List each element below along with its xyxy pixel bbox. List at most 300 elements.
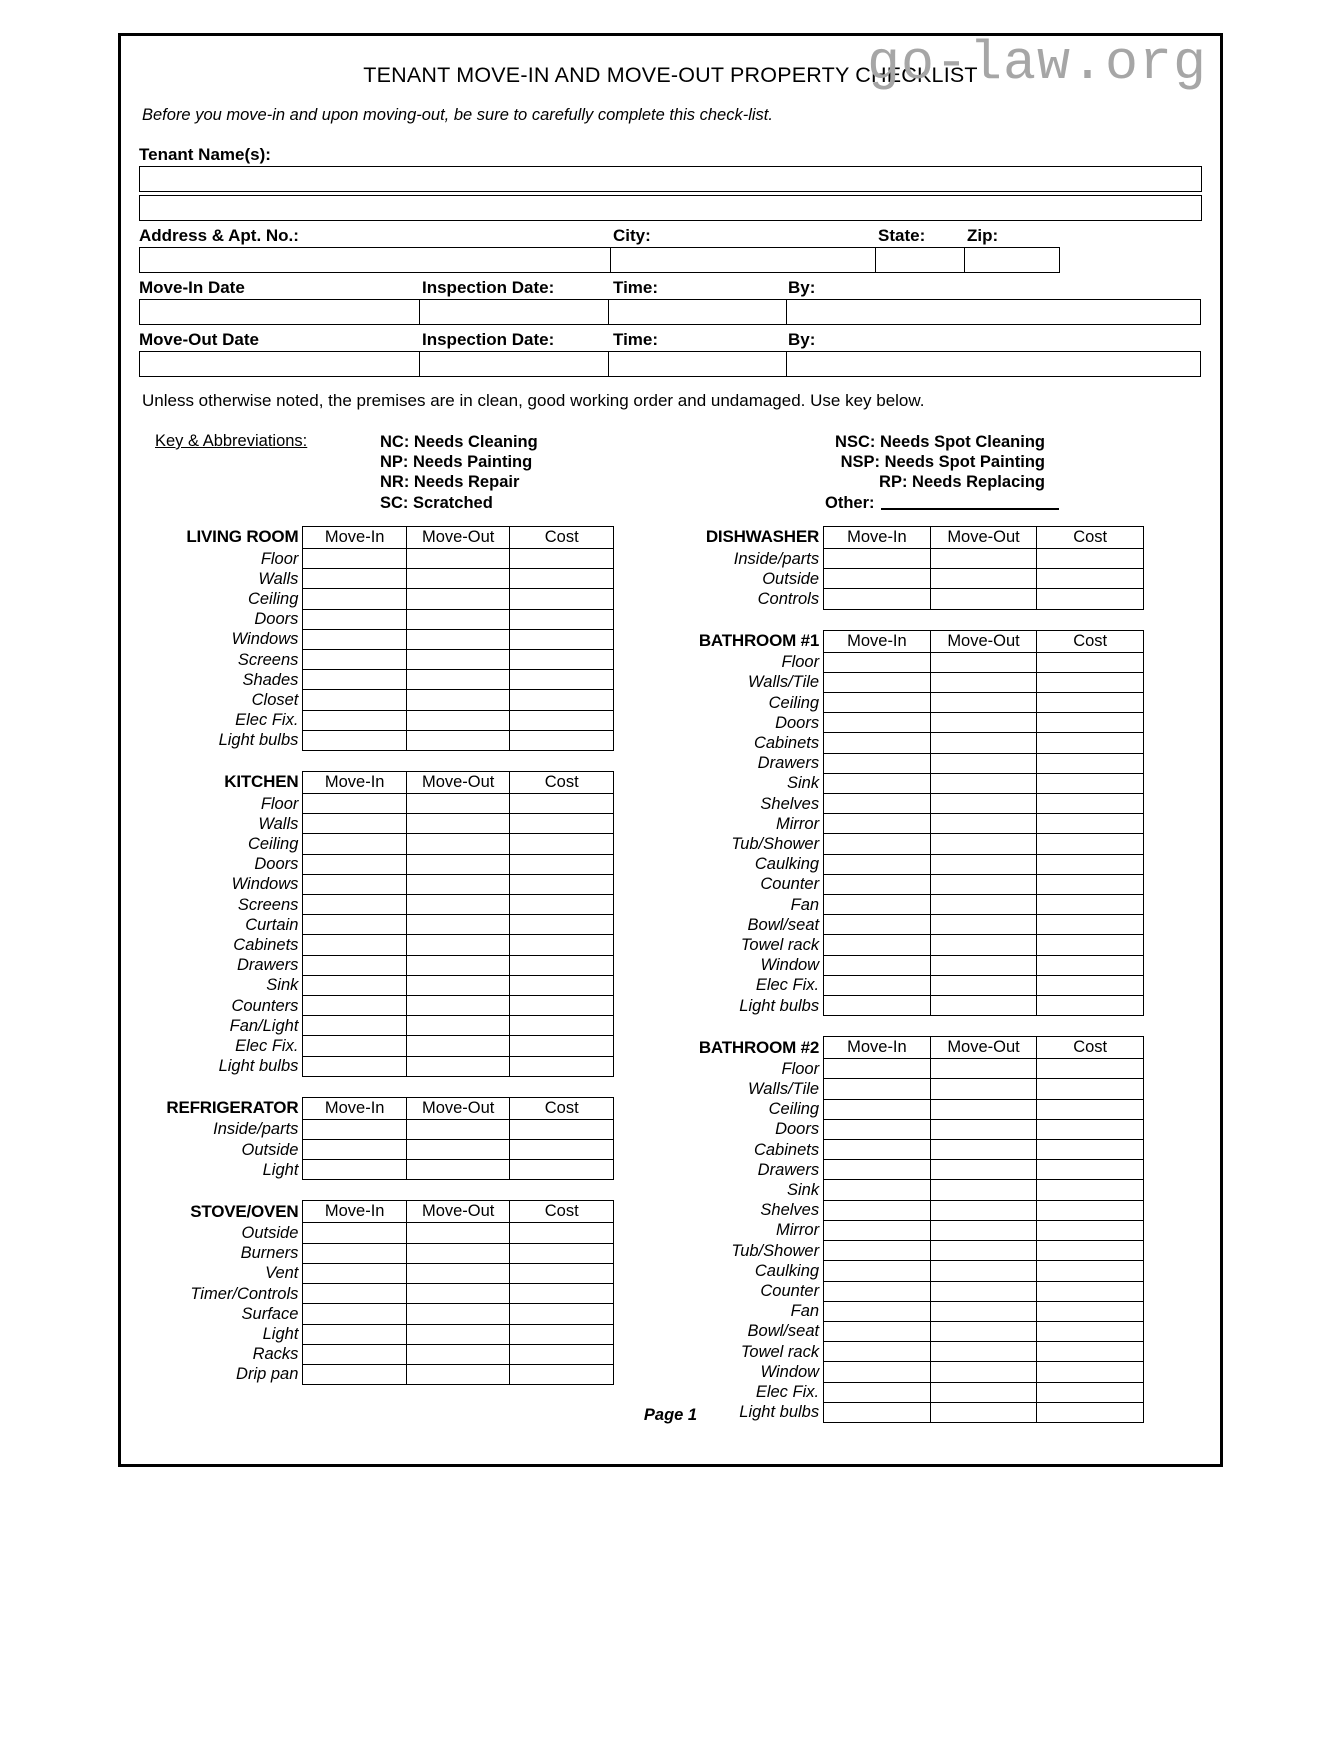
table-row [621,1059,1144,1079]
cell-move-in[interactable] [303,569,407,589]
table-row [139,814,614,834]
cell-move-out[interactable] [406,569,510,589]
cell-move-in[interactable] [824,589,931,609]
key-other-label: Other: [825,493,875,512]
table-header-row [621,527,1144,549]
row-label: Surface [241,1304,299,1323]
cell-cost[interactable] [1037,753,1144,773]
cell-move-in[interactable] [303,794,407,814]
cell-move-out[interactable] [406,609,510,629]
table-row [139,569,614,589]
cell-move-in[interactable] [303,730,407,750]
cell-move-out[interactable] [406,895,510,915]
cell-cost[interactable] [510,834,614,854]
cell-cost[interactable] [1037,693,1144,713]
cell-cost[interactable] [1037,672,1144,692]
cell-move-out[interactable] [930,1281,1037,1301]
column-header-move-out: Move-Out [406,527,510,549]
cell-cost[interactable] [1037,1180,1144,1200]
cell-cost[interactable] [1037,1342,1144,1362]
cell-cost[interactable] [1037,955,1144,975]
cell-move-in[interactable] [824,733,931,753]
city-label: City: [613,226,651,245]
cell-move-out[interactable] [406,1304,510,1324]
cell-move-out[interactable] [406,670,510,690]
cell-move-out[interactable] [406,629,510,649]
cell-move-out[interactable] [930,1382,1037,1402]
cell-move-in[interactable] [824,1079,931,1099]
table-row [139,1160,614,1180]
cell-move-out[interactable] [406,834,510,854]
cell-move-in[interactable] [303,609,407,629]
zip-field[interactable] [964,247,1060,273]
cell-move-in[interactable] [824,1220,931,1240]
cell-cost[interactable] [1037,1241,1144,1261]
cell-move-out[interactable] [930,1180,1037,1200]
cell-cost[interactable] [510,794,614,814]
cell-move-out[interactable] [406,1223,510,1243]
row-label: Racks [252,1345,299,1364]
cell-cost[interactable] [1037,834,1144,854]
cell-move-in[interactable] [824,874,931,894]
cell-move-out[interactable] [930,589,1037,609]
cell-cost[interactable] [510,589,614,609]
cell-move-in[interactable] [303,975,407,995]
cell-move-out[interactable] [930,1099,1037,1119]
cell-move-in[interactable] [824,693,931,713]
cell-cost[interactable] [510,569,614,589]
cell-move-in[interactable] [824,854,931,874]
cell-move-out[interactable] [406,589,510,609]
cell-move-in[interactable] [303,1140,407,1160]
row-label: Ceiling [768,1100,820,1119]
cell-cost[interactable] [1037,794,1144,814]
cell-cost[interactable] [1037,1099,1144,1119]
cell-move-out[interactable] [406,1160,510,1180]
table-row [139,1056,614,1076]
cell-move-out[interactable] [930,1261,1037,1281]
cell-move-out[interactable] [406,690,510,710]
cell-move-in[interactable] [303,874,407,894]
cell-cost[interactable] [1037,996,1144,1016]
move-in-time-field[interactable] [608,299,787,325]
cell-move-in[interactable] [303,1016,407,1036]
cell-cost[interactable] [510,1304,614,1324]
cell-move-in[interactable] [824,1321,931,1341]
row-label: Timer/Controls [190,1284,299,1303]
address-field[interactable] [139,247,611,273]
row-label: Counter [760,1282,820,1300]
cell-move-out[interactable] [930,1079,1037,1099]
cell-cost[interactable] [510,874,614,894]
tenant-name-field-2[interactable] [139,195,1202,221]
cell-move-in[interactable] [303,1160,407,1180]
cell-move-out[interactable] [930,1059,1037,1079]
table-row [621,693,1144,713]
cell-cost[interactable] [510,1284,614,1304]
cell-cost[interactable] [1037,1362,1144,1382]
cell-move-in[interactable] [303,834,407,854]
cell-move-in[interactable] [303,895,407,915]
cell-cost[interactable] [510,650,614,670]
cell-move-out[interactable] [406,1263,510,1283]
cell-move-out[interactable] [406,915,510,935]
checklist-table-bathroom-2 [621,1036,1144,1423]
cell-move-in[interactable] [303,1304,407,1324]
cell-move-out[interactable] [406,1119,510,1139]
table-row [139,854,614,874]
table-row [621,1301,1144,1321]
column-header-cost: Cost [510,1201,614,1223]
cell-move-in[interactable] [303,650,407,670]
row-label: Vent [265,1264,299,1283]
cell-cost[interactable] [510,996,614,1016]
cell-move-out[interactable] [930,1140,1037,1160]
table-title-living-room: LIVING ROOM [186,527,299,547]
cell-move-in[interactable] [824,895,931,915]
cell-move-out[interactable] [406,1056,510,1076]
cell-move-in[interactable] [303,589,407,609]
cell-cost[interactable] [1037,935,1144,955]
cell-move-out[interactable] [930,569,1037,589]
move-in-inspection-field[interactable] [419,299,610,325]
cell-move-in[interactable] [303,629,407,649]
cell-cost[interactable] [1037,1140,1144,1160]
cell-move-out[interactable] [406,730,510,750]
table-row [621,1099,1144,1119]
cell-move-out[interactable] [930,1301,1037,1321]
cell-move-out[interactable] [406,1344,510,1364]
cell-move-in[interactable] [824,672,931,692]
row-label: Mirror [776,1221,820,1240]
cell-move-out[interactable] [406,549,510,569]
cell-cost[interactable] [510,1324,614,1344]
cell-move-in[interactable] [824,1200,931,1220]
cell-cost[interactable] [510,1160,614,1180]
cell-cost[interactable] [1037,1079,1144,1099]
cell-move-in[interactable] [824,1301,931,1321]
cell-move-in[interactable] [824,1281,931,1301]
row-label: Drip pan [236,1365,299,1384]
table-row [139,935,614,955]
move-out-inspection-label: Inspection Date: [422,330,555,349]
cell-move-in[interactable] [303,1324,407,1344]
key-right-column [615,432,1045,513]
cell-move-in[interactable] [303,996,407,1016]
cell-cost[interactable] [1037,569,1144,589]
row-label: Outside [241,1223,299,1242]
cell-move-out[interactable] [930,1241,1037,1261]
cell-cost[interactable] [510,629,614,649]
column-header-move-in: Move-In [824,630,931,652]
cell-cost[interactable] [510,915,614,935]
row-label: Counter [760,875,820,894]
cell-move-in[interactable] [824,569,931,589]
cell-move-out[interactable] [930,1200,1037,1220]
table-header-row [621,630,1144,652]
table-row [621,753,1144,773]
cell-move-out[interactable] [930,672,1037,692]
cell-move-in[interactable] [824,1140,931,1160]
cell-move-out[interactable] [406,1140,510,1160]
cell-move-in[interactable] [824,996,931,1016]
checklist-table-stove-oven [139,1200,614,1385]
column-header-move-in: Move-In [824,527,931,549]
city-field[interactable] [610,247,877,273]
cell-cost[interactable] [1037,652,1144,672]
move-out-time-field[interactable] [608,351,787,377]
move-in-by-field[interactable] [786,299,1201,325]
column-header-move-out: Move-Out [930,630,1037,652]
cell-move-in[interactable] [303,955,407,975]
table-row [621,1281,1144,1301]
cell-move-out[interactable] [930,794,1037,814]
cell-cost[interactable] [1037,1059,1144,1079]
cell-move-in[interactable] [824,1241,931,1261]
key-item-nr: NR: Needs Repair [380,473,520,492]
cell-move-out[interactable] [930,549,1037,569]
key-other-input[interactable] [881,495,1059,510]
cell-move-in[interactable] [303,690,407,710]
cell-move-out[interactable] [930,834,1037,854]
table-row [139,975,614,995]
cell-move-out[interactable] [930,1220,1037,1240]
cell-move-out[interactable] [930,753,1037,773]
cell-move-in[interactable] [303,1243,407,1263]
cell-cost[interactable] [510,1344,614,1364]
cell-move-out[interactable] [406,1243,510,1263]
cell-move-in[interactable] [824,549,931,569]
cell-move-out[interactable] [406,710,510,730]
cell-move-in[interactable] [824,1342,931,1362]
cell-cost[interactable] [510,1140,614,1160]
cell-move-out[interactable] [406,1324,510,1344]
cell-cost[interactable] [1037,854,1144,874]
cell-move-in[interactable] [303,1056,407,1076]
cell-move-in[interactable] [824,773,931,793]
cell-cost[interactable] [510,690,614,710]
cell-cost[interactable] [510,1364,614,1384]
cell-cost[interactable] [510,1056,614,1076]
cell-move-out[interactable] [930,733,1037,753]
cell-cost[interactable] [510,549,614,569]
cell-move-in[interactable] [824,713,931,733]
column-header-move-out: Move-Out [406,1201,510,1223]
cell-move-in[interactable] [824,1099,931,1119]
table-row [621,834,1144,854]
table-row [621,935,1144,955]
address-label: Address & Apt. No.: [139,226,299,245]
cell-cost[interactable] [1037,1321,1144,1341]
cell-move-in[interactable] [824,652,931,672]
cell-move-in[interactable] [824,975,931,995]
cell-move-out[interactable] [406,996,510,1016]
cell-cost[interactable] [510,1036,614,1056]
cell-cost[interactable] [510,814,614,834]
cell-move-in[interactable] [303,1364,407,1384]
cell-move-in[interactable] [303,854,407,874]
cell-move-in[interactable] [303,814,407,834]
cell-move-in[interactable] [303,710,407,730]
cell-move-out[interactable] [930,915,1037,935]
cell-move-out[interactable] [930,975,1037,995]
cell-move-in[interactable] [303,1284,407,1304]
cell-move-in[interactable] [824,1180,931,1200]
cell-move-in[interactable] [303,549,407,569]
cell-move-out[interactable] [406,1016,510,1036]
cell-move-out[interactable] [406,794,510,814]
cell-move-in[interactable] [824,1119,931,1139]
cell-cost[interactable] [510,730,614,750]
cell-cost[interactable] [510,609,614,629]
move-out-by-field[interactable] [786,351,1201,377]
cell-cost[interactable] [1037,1261,1144,1281]
cell-move-in[interactable] [824,814,931,834]
cell-cost[interactable] [1037,713,1144,733]
cell-move-in[interactable] [824,794,931,814]
cell-move-out[interactable] [930,895,1037,915]
cell-move-out[interactable] [406,650,510,670]
table-row [139,710,614,730]
cell-move-out[interactable] [406,814,510,834]
cell-cost[interactable] [1037,1119,1144,1139]
cell-cost[interactable] [510,1243,614,1263]
cell-cost[interactable] [1037,1382,1144,1402]
cell-move-out[interactable] [930,1160,1037,1180]
cell-move-in[interactable] [824,935,931,955]
cell-move-out[interactable] [930,652,1037,672]
cell-cost[interactable] [1037,975,1144,995]
cell-move-in[interactable] [824,955,931,975]
key-item-np: NP: Needs Painting [380,453,533,472]
cell-move-in[interactable] [303,1263,407,1283]
cell-move-out[interactable] [930,874,1037,894]
column-header-move-in: Move-In [303,527,407,549]
cell-move-out[interactable] [406,854,510,874]
table-row [139,1284,614,1304]
table-row [139,1243,614,1263]
cell-move-out[interactable] [406,874,510,894]
cell-cost[interactable] [1037,589,1144,609]
cell-move-in[interactable] [303,1223,407,1243]
table-row [139,1016,614,1036]
cell-cost[interactable] [510,955,614,975]
cell-cost[interactable] [1037,895,1144,915]
table-row [139,1304,614,1324]
cell-move-out[interactable] [930,854,1037,874]
cell-cost[interactable] [1037,814,1144,834]
cell-move-in[interactable] [824,1261,931,1281]
cell-cost[interactable] [510,710,614,730]
cell-move-out[interactable] [406,935,510,955]
cell-cost[interactable] [510,1263,614,1283]
row-label: Walls/Tile [748,673,820,692]
cell-cost[interactable] [510,935,614,955]
cell-move-out[interactable] [406,1036,510,1056]
cell-cost[interactable] [510,895,614,915]
cell-move-in[interactable] [303,1344,407,1364]
key-item-rp: RP: Needs Replacing [879,473,1045,492]
table-row [621,1220,1144,1240]
table-row [621,1362,1144,1382]
row-label: Doors [775,713,820,732]
cell-cost[interactable] [1037,549,1144,569]
cell-move-out[interactable] [930,1321,1037,1341]
cell-cost[interactable] [510,975,614,995]
row-label: Screens [237,895,299,914]
cell-move-out[interactable] [930,1342,1037,1362]
table-title-bathroom-2: BATHROOM #2 [698,1037,820,1057]
row-label: Outside [762,569,820,588]
cell-move-out[interactable] [406,975,510,995]
cell-cost[interactable] [1037,1220,1144,1240]
tenant-name-field-1[interactable] [139,166,1202,192]
cell-move-out[interactable] [930,773,1037,793]
cell-move-out[interactable] [930,935,1037,955]
cell-move-out[interactable] [406,1284,510,1304]
cell-cost[interactable] [1037,773,1144,793]
state-field[interactable] [875,247,965,273]
cell-move-out[interactable] [930,713,1037,733]
cell-cost[interactable] [510,854,614,874]
cell-move-in[interactable] [824,1382,931,1402]
cell-move-in[interactable] [824,753,931,773]
column-header-cost: Cost [510,772,614,794]
cell-move-in[interactable] [303,935,407,955]
cell-move-out[interactable] [406,955,510,975]
row-label: Elec Fix. [755,1383,820,1402]
cell-move-in[interactable] [824,1362,931,1382]
cell-cost[interactable] [1037,1160,1144,1180]
row-label: Inside/parts [213,1120,299,1139]
table-row [139,1263,614,1283]
table-row [621,854,1144,874]
cell-move-out[interactable] [930,955,1037,975]
cell-move-out[interactable] [930,996,1037,1016]
row-label: Light bulbs [218,1057,299,1076]
table-header-row [139,772,614,794]
cell-move-out[interactable] [930,1119,1037,1139]
move-out-inspection-field[interactable] [419,351,610,377]
cell-cost[interactable] [1037,874,1144,894]
cell-move-in[interactable] [824,1059,931,1079]
cell-cost[interactable] [510,1119,614,1139]
cell-move-in[interactable] [303,1036,407,1056]
cell-move-out[interactable] [406,1364,510,1384]
cell-cost[interactable] [1037,915,1144,935]
cell-cost[interactable] [510,1016,614,1036]
cell-cost[interactable] [510,670,614,690]
move-out-date-field[interactable] [139,351,420,377]
cell-cost[interactable] [1037,733,1144,753]
move-in-date-field[interactable] [139,299,420,325]
cell-move-in[interactable] [824,834,931,854]
cell-move-in[interactable] [303,915,407,935]
cell-move-in[interactable] [303,670,407,690]
cell-cost[interactable] [1037,1281,1144,1301]
cell-cost[interactable] [1037,1301,1144,1321]
cell-move-out[interactable] [930,1362,1037,1382]
cell-move-in[interactable] [824,1160,931,1180]
table-row [139,730,614,750]
cell-cost[interactable] [1037,1200,1144,1220]
cell-move-in[interactable] [824,915,931,935]
table-row [621,1200,1144,1220]
cell-move-out[interactable] [930,814,1037,834]
cell-move-in[interactable] [303,1119,407,1139]
cell-cost[interactable] [510,1223,614,1243]
cell-move-out[interactable] [930,693,1037,713]
